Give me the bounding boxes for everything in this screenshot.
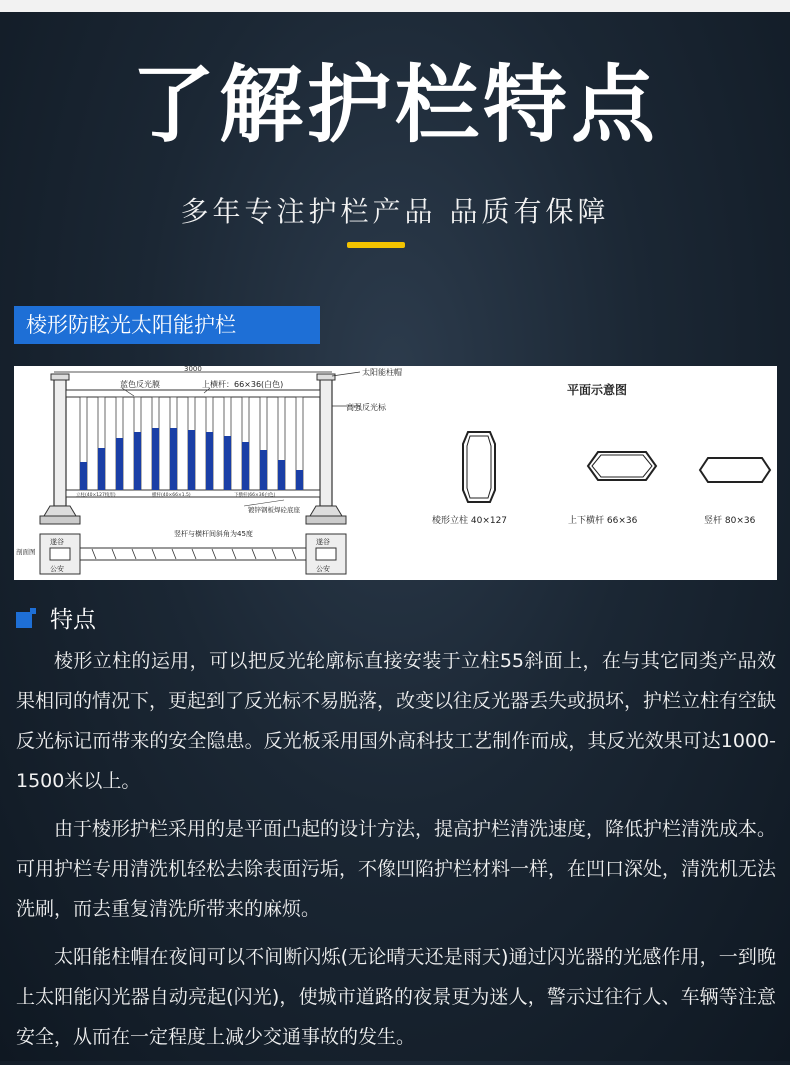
guardrail-diagram [14,366,777,580]
cap-label: 太阳能柱帽 [362,368,402,377]
square-bullet-accent-icon [30,608,36,614]
weld-label: 镀锌钢板焊砼底座 [248,506,300,514]
vertical-bars [80,397,303,490]
width-label: 3000 [184,366,202,373]
small-label-3: 下横杆(66×36白色) [234,493,276,498]
section-label: 剖面图 [16,548,36,556]
left-badge-top: 遂谷 [50,538,64,546]
features-body [16,641,776,1065]
top-strip [0,0,790,12]
blue-film-label: 蓝色反光膜 [120,380,160,389]
rail-section-shape [588,452,656,480]
small-label-2: 横杆(40×66×1.5) [152,493,191,498]
reflector-label: 高强反光标 [346,403,386,412]
page-subtitle: 多年专注护栏产品 品质有保障 [180,195,610,228]
right-badge-bottom: 公安 [316,565,330,573]
bar-section-shape [700,458,770,482]
small-label-1: 立柱(40×127棱形) [76,493,116,498]
left-badge-bottom: 公安 [50,565,64,573]
rail-label: 上下横杆 66×36 [568,516,638,526]
post-label: 棱形立柱 40×127 [432,516,508,526]
feature-paragraph: 棱形立柱的运用，可以把反光轮廓标直接安装于立柱55斜面上，在与其它同类产品效果相同的情况下，更起到了反光标不易脱落，改变以往反光器丢失或损坏，护栏立柱有空缺反光标记而带来的安全隐患。反光板采用国外高科技工艺制作而成，其反光效果可达1000-1500米以上。 [16,650,777,792]
feature-paragraph: 由于棱形护栏采用的是平面凸起的设计方法，提高护栏清洗速度，降低护栏清洗成本。可用护栏专用清洗机轻松去除表面污垢，不像凹陷护栏材料一样，在凹口深处，清洗机无法洗刷，而去重复清洗所带来的麻烦。 [16,818,777,920]
title-underline [347,242,405,248]
top-rail-label: 上横杆：66×36(白色) [202,380,284,389]
right-badge-top: 遂谷 [316,538,330,546]
square-bullet-icon [16,612,32,628]
left-base-badge [40,534,80,574]
bar-label: 竖杆 80×36 [704,516,756,526]
page-title: 了解护栏特点 [130,56,659,154]
right-base-badge [306,534,346,574]
product-name-tag: 棱形防眩光太阳能护栏 [14,306,320,344]
features-heading-label: 特点 [50,607,96,633]
angle-label: 竖杆与横杆间斜角为45度 [174,530,253,538]
plan-title: 平面示意图 [567,383,628,397]
feature-paragraph: 太阳能柱帽在夜间可以不间断闪烁(无论晴天还是雨天)通过闪光器的光感作用，一到晚上太阳能闪光器自动亮起(闪光)，使城市道路的夜景更为迷人，警示过往行人、车辆等注意安全，从而在一定程度上减少交通事故的发生。 [16,946,776,1048]
post-section-shape [463,432,495,502]
